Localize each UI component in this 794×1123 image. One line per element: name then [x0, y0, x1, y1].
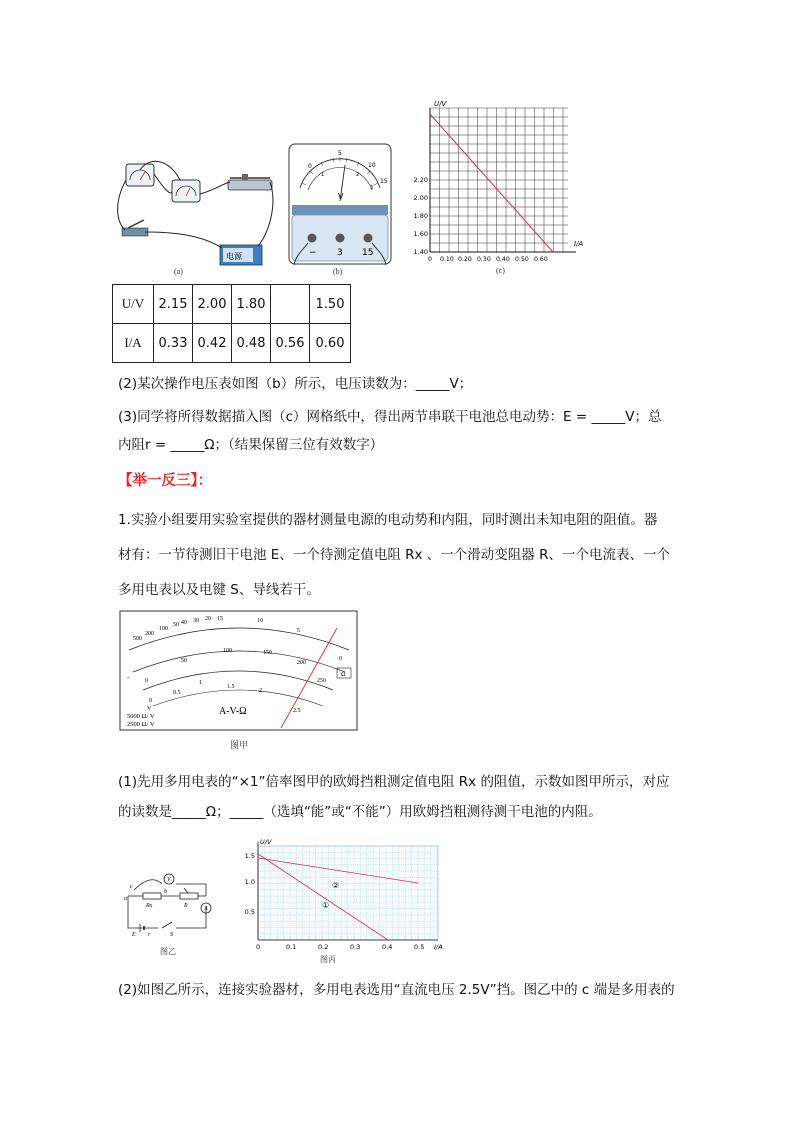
- table-cell: 2.00: [193, 285, 232, 324]
- graph-bing-xtick: 0.2: [318, 943, 329, 951]
- low-tick: 2.5: [293, 708, 301, 714]
- ac-mark: ~: [127, 676, 131, 682]
- mid-tick: 0: [145, 678, 148, 684]
- ohm-tick: 0: [339, 656, 342, 662]
- table-head-u: U/V: [113, 285, 154, 324]
- ohm-tick: 100: [159, 626, 168, 632]
- figure-c-xlabel: I/A: [574, 240, 584, 248]
- power-label: 电源: [226, 252, 242, 261]
- table-cell: [271, 285, 310, 324]
- circuit-b: b: [164, 889, 167, 895]
- table-cell: 0.42: [193, 324, 232, 363]
- graph-bing-xtick: 0.5: [414, 943, 425, 951]
- terminal-3: 3: [337, 248, 343, 258]
- figure-jia-caption: 图甲: [230, 740, 249, 750]
- problem-1-q2-line-1: (2)如图乙所示，连接实验器材，多用电表选用“直流电压 2.5V”挡。图乙中的 c 端是多用表的: [118, 982, 675, 998]
- graph-bing-ytick: 1.5: [244, 852, 255, 860]
- voltmeter-tick-0: 0: [308, 163, 312, 170]
- line-2-label: ②: [332, 881, 340, 890]
- figure-c-xtick: 0: [428, 256, 432, 263]
- meter-model-label: A-V-Ω: [219, 706, 247, 717]
- question-3-line-1: (3)同学将所得数据描入图（c）网格纸中，得出两节串联干电池总电动势：E = _____V；总: [118, 409, 662, 425]
- ohm-mark: Ω: [341, 672, 346, 678]
- figure-a-circuit: [110, 150, 280, 275]
- table-cell: 0.33: [154, 324, 193, 363]
- figure-c-xtick: 0.30: [477, 256, 491, 263]
- low-tick: 0: [149, 698, 152, 704]
- table-cell: 1.50: [310, 285, 351, 324]
- low-tick: 1: [199, 680, 202, 686]
- mid-tick: 150: [263, 650, 272, 656]
- figure-b-voltmeter: [288, 143, 392, 265]
- table-cell: 1.80: [232, 285, 271, 324]
- multimeter-dial: [119, 610, 359, 732]
- meter-note: 2500 Ω/ V: [127, 721, 155, 728]
- line-1-label: ①: [322, 901, 330, 910]
- ohm-tick: 30: [193, 618, 199, 624]
- voltmeter-tick-5: 5: [338, 150, 342, 157]
- ohm-tick: 5: [297, 628, 300, 634]
- figure-c-ytick: 1.80: [413, 212, 428, 220]
- circuit-e: E: [132, 932, 136, 938]
- problem-1-q1-line-2: 的读数是_____Ω；_____（选填“能”或“不能”）用欧姆挡粗测待测干电池的内阻。: [118, 804, 602, 820]
- voltmeter-tick-15: 15: [380, 178, 388, 185]
- data-table: [112, 284, 351, 363]
- graph-bing-ytick: 0.5: [244, 908, 255, 916]
- voltmeter-tick-10: 10: [368, 162, 376, 169]
- terminal-minus: −: [309, 248, 317, 258]
- graph-bing-xtick: 0.3: [350, 943, 361, 951]
- ohm-tick: 10: [257, 618, 263, 624]
- dc-v-mark: V: [147, 706, 152, 712]
- problem-1-line-2: 材有：一节待测旧干电池 E、一个待测定值电阻 Rx 、一个滑动变阻器 R、一个电流表、一个: [118, 547, 670, 563]
- figure-bing-caption: 图丙: [320, 955, 336, 964]
- graph-bing-xtick: 0: [256, 943, 261, 951]
- figure-c-xtick: 0.40: [496, 256, 510, 263]
- ohm-tick: 50: [173, 622, 179, 628]
- figure-c-ytick: 2.00: [413, 194, 428, 202]
- mid-tick: 50: [181, 658, 187, 664]
- figure-c-xtick: 0.60: [534, 256, 548, 263]
- table-row: [113, 285, 351, 324]
- question-2-text: (2)某次操作电压表如图（b）所示，电压读数为：_____V；: [118, 376, 473, 392]
- figure-c-ytick: 1.40: [413, 248, 428, 256]
- figure-c-ylabel: U/V: [434, 100, 447, 108]
- section-title: 【举一反三】：: [118, 473, 213, 489]
- problem-1-line-1: 1.实验小组要用实验室提供的器材测量电源的电动势和内阻，同时测出未知电阻的阻值。器: [118, 512, 658, 528]
- problem-1-q1-line-1: (1)先用多用电表的“×1”倍率图甲的欧姆挡粗测定值电阻 Rx 的阻值，示数如图甲所示，对应: [118, 774, 670, 790]
- figure-c-ytick: 2.20: [413, 176, 428, 184]
- low-tick: 1.5: [227, 684, 235, 690]
- ohm-tick: 20: [205, 616, 211, 622]
- figure-c-ui-graph: [408, 98, 590, 268]
- ohm-tick: 15: [217, 616, 223, 622]
- graph-bing-ylabel: U/V: [260, 838, 272, 846]
- graph-bing-xlabel: I/A: [434, 943, 443, 951]
- meter-note: 5000 Ω/ V: [127, 713, 155, 720]
- voltmeter-unit: V: [338, 192, 344, 201]
- mid-tick: 200: [297, 660, 306, 666]
- graph-bing-ytick: 1.0: [244, 878, 255, 886]
- graph-bing-xtick: 0.4: [382, 943, 393, 951]
- figure-c-xtick: 0.50: [515, 256, 529, 263]
- voltmeter-mid-2: 2: [356, 172, 360, 178]
- table-head-i: I/A: [113, 324, 154, 363]
- table-row: [113, 324, 351, 363]
- circuit-diagram: [118, 866, 218, 938]
- figure-a-caption: (a): [174, 267, 183, 276]
- mid-tick: 100: [223, 648, 232, 654]
- voltmeter-mid-3: 3: [370, 185, 374, 191]
- circuit-rx: Rx: [146, 903, 153, 909]
- table-cell: 2.15: [154, 285, 193, 324]
- graph-bing-xtick: 0.1: [286, 943, 297, 951]
- ohm-tick: 40: [181, 620, 187, 626]
- figure-b-caption: (b): [333, 267, 343, 276]
- table-cell: 0.48: [232, 324, 271, 363]
- question-3-line-2: 内阻r = _____Ω；（结果保留三位有效数字）: [118, 437, 384, 453]
- circuit-r: R: [184, 903, 188, 909]
- low-tick: 2: [259, 688, 262, 694]
- voltmeter-mid-1: 1: [321, 172, 325, 178]
- circuit-a: a: [124, 896, 127, 902]
- table-cell: 0.56: [271, 324, 310, 363]
- table-cell: 0.60: [310, 324, 351, 363]
- terminal-15: 15: [362, 248, 374, 258]
- figure-yi-caption: 图乙: [160, 947, 176, 956]
- circuit-rint: r: [148, 932, 151, 938]
- circuit-v: V: [167, 877, 171, 883]
- circuit-c: c: [130, 884, 133, 890]
- figure-c-caption: (c): [496, 266, 505, 275]
- figure-bing-graph: [238, 836, 452, 954]
- figure-c-ytick: 1.60: [413, 230, 428, 238]
- ohm-tick: 200: [145, 631, 154, 637]
- ohm-tick: 500: [133, 636, 142, 642]
- low-tick: 0.5: [173, 690, 181, 696]
- problem-1-line-3: 多用电表以及电键 S、导线若干。: [118, 582, 320, 598]
- figure-c-xtick: 0.10: [440, 256, 454, 263]
- figure-c-xtick: 0.20: [458, 256, 472, 263]
- circuit-a-meter: A: [204, 906, 208, 912]
- circuit-s: S: [170, 932, 173, 938]
- mid-tick: 250: [317, 678, 326, 684]
